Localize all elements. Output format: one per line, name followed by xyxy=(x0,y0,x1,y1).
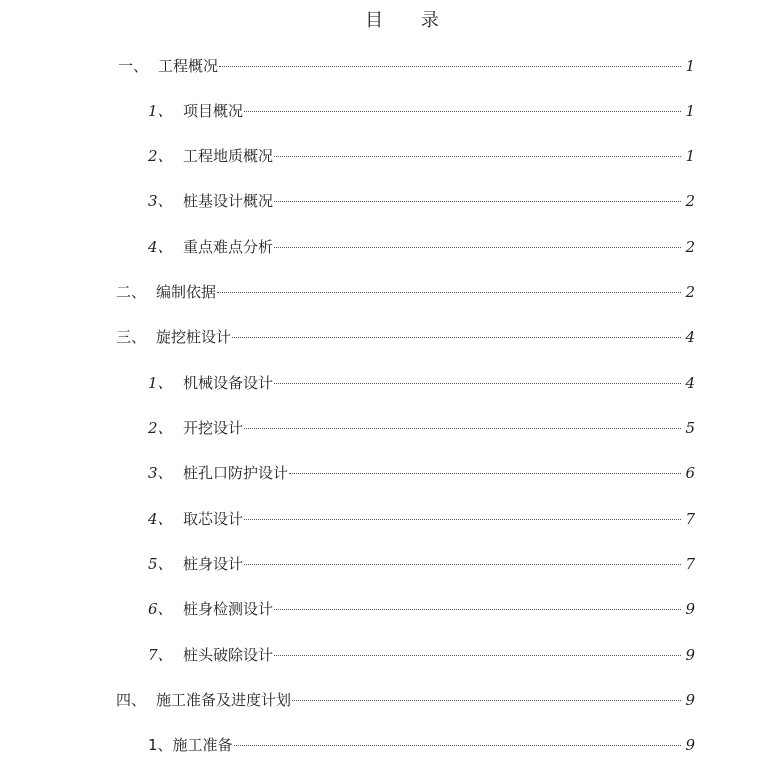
toc-entry-page: 9 xyxy=(685,736,695,754)
dot-leader xyxy=(292,700,681,701)
toc-entry-page: 9 xyxy=(685,600,695,618)
toc-entry-text: 桩基设计概况 xyxy=(183,192,274,210)
dot-leader xyxy=(274,609,681,610)
toc-entry-text: 桩身设计 xyxy=(183,555,244,573)
toc-entry[interactable] xyxy=(148,372,695,394)
toc-entry-text: 机械设备设计 xyxy=(183,374,274,392)
toc-entry-text: 桩头破除设计 xyxy=(183,646,274,664)
toc-entry-text: 开挖设计 xyxy=(183,419,244,437)
toc-entry-text: 编制依据 xyxy=(156,283,217,301)
toc-entry-text: 工程概况 xyxy=(158,57,219,75)
toc-entry[interactable] xyxy=(148,462,695,484)
toc-entry-page: 2 xyxy=(685,238,695,256)
dot-leader xyxy=(244,428,681,429)
toc-entry-text: 旋挖桩设计 xyxy=(156,328,232,346)
toc-entry-number: 1、 xyxy=(148,374,173,392)
toc-entry-page: 1 xyxy=(685,57,695,75)
toc-entry-number: 2、 xyxy=(148,147,173,165)
toc-entry[interactable] xyxy=(148,598,695,620)
dot-leader xyxy=(234,745,681,746)
toc-entry-page: 1 xyxy=(685,147,695,165)
toc-entry[interactable] xyxy=(148,100,695,122)
toc-entry-number: 7、 xyxy=(148,646,173,664)
dot-leader xyxy=(217,292,681,293)
toc-entry-text: 桩身检测设计 xyxy=(183,600,274,618)
toc-entry-text: 施工准备 xyxy=(172,736,233,754)
toc-entry-number: 6、 xyxy=(148,600,173,618)
toc-entry-page: 2 xyxy=(685,192,695,210)
toc-entry[interactable] xyxy=(148,145,695,167)
dot-leader xyxy=(274,247,681,248)
toc-entry-text: 重点难点分析 xyxy=(183,238,274,256)
dot-leader xyxy=(274,156,681,157)
dot-leader xyxy=(244,564,681,565)
toc-entry-number: 三、 xyxy=(116,328,147,346)
dot-leader xyxy=(244,519,681,520)
toc-entry[interactable] xyxy=(116,326,695,348)
toc-entry-number: 一、 xyxy=(118,57,149,75)
toc-entry-page: 9 xyxy=(685,646,695,664)
toc-entry-number: 2、 xyxy=(148,419,173,437)
toc-entry[interactable] xyxy=(118,55,695,77)
toc-entry[interactable] xyxy=(148,508,695,530)
toc-entry-number: 5、 xyxy=(148,555,173,573)
toc-entry-page: 2 xyxy=(685,283,695,301)
dot-leader xyxy=(244,111,681,112)
toc-entry-number: 3、 xyxy=(148,192,173,210)
toc-entry-page: 4 xyxy=(685,328,695,346)
toc-entry-text: 取芯设计 xyxy=(183,510,244,528)
toc-entry-number: 4、 xyxy=(148,238,173,256)
toc-entry-page: 6 xyxy=(685,464,695,482)
toc-entry-page: 4 xyxy=(685,374,695,392)
toc-entry-page: 7 xyxy=(685,555,695,573)
dot-leader xyxy=(274,383,681,384)
toc-entry[interactable] xyxy=(148,644,695,666)
toc-entry[interactable] xyxy=(116,689,695,711)
toc-entry-page: 1 xyxy=(685,102,695,120)
dot-leader xyxy=(219,66,681,67)
toc-entry[interactable] xyxy=(148,417,695,439)
dot-leader xyxy=(232,337,681,338)
toc-title: 目 录 xyxy=(365,10,455,31)
toc-entry[interactable] xyxy=(116,281,695,303)
dot-leader xyxy=(274,655,681,656)
toc-entry-text: 施工准备及进度计划 xyxy=(156,691,292,709)
toc-entry-page: 5 xyxy=(685,419,695,437)
toc-entry-number: 1、 xyxy=(148,102,173,120)
toc-entry-number: 3、 xyxy=(148,464,173,482)
toc-entry-text: 工程地质概况 xyxy=(183,147,274,165)
toc-entry-number: 二、 xyxy=(116,283,147,301)
toc-entry-number: 1、 xyxy=(148,736,173,754)
toc-entry-text: 桩孔口防护设计 xyxy=(183,464,289,482)
dot-leader xyxy=(274,201,681,202)
dot-leader xyxy=(289,473,681,474)
toc-entry-number: 四、 xyxy=(116,691,147,709)
toc-entry[interactable] xyxy=(148,190,695,212)
toc-entry-page: 7 xyxy=(685,510,695,528)
toc-entry[interactable] xyxy=(148,734,695,756)
toc-entry[interactable] xyxy=(148,236,695,258)
toc-entry-page: 9 xyxy=(685,691,695,709)
toc-entry[interactable] xyxy=(148,553,695,575)
toc-entry-number: 4、 xyxy=(148,510,173,528)
toc-entry-text: 项目概况 xyxy=(183,102,244,120)
